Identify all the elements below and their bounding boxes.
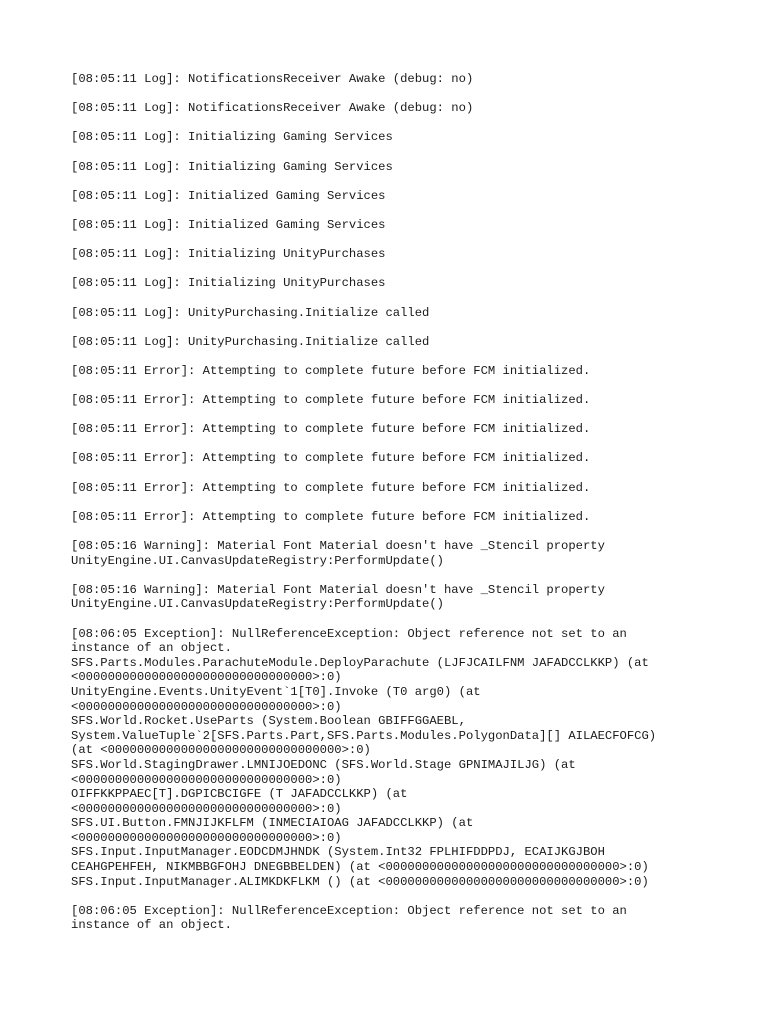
- log-entry: [08:05:11 Log]: Initialized Gaming Services: [71, 188, 386, 203]
- log-entry: [08:05:11 Log]: Initializing UnityPurchases: [71, 276, 386, 291]
- log-entry: [08:05:11 Log]: Initializing Gaming Services: [71, 159, 393, 174]
- log-entry-warning: [08:05:16 Warning]: Material Font Material doesn't have _Stencil property UnityEngine.UI.CanvasUpdateRegistry:PerformUpdate(): [71, 539, 605, 568]
- log-entry-error: [08:05:11 Error]: Attempting to complete future before FCM initialized.: [71, 451, 591, 466]
- log-entry: [08:05:11 Log]: Initializing Gaming Services: [71, 130, 393, 145]
- log-entry-exception: [08:06:05 Exception]: NullReferenceException: Object reference not set to an instance of an object.: [71, 903, 627, 933]
- log-entry: [08:05:11 Log]: Initialized Gaming Services: [71, 217, 386, 232]
- log-entry: [08:05:11 Log]: NotificationsReceiver Awake (debug: no): [71, 72, 474, 86]
- log-entry-error: [08:05:11 Error]: Attempting to complete future before FCM initialized.: [71, 393, 591, 408]
- log-entry-error: [08:05:11 Error]: Attempting to complete future before FCM initialized.: [71, 363, 591, 378]
- log-entry-error: [08:05:11 Error]: Attempting to complete future before FCM initialized.: [71, 509, 591, 524]
- log-entry: [08:05:11 Log]: Initializing UnityPurchases: [71, 247, 386, 262]
- log-entry-exception: [08:06:05 Exception]: NullReferenceException: Object reference not set to an instance of an object. SFS.Parts.Modules.ParachuteModule.DeployParachute (LJFJCAILFNM JAFADCCLKKP) (at <00000000000000000000000000000000>:0) UnityEngine.Events.UnityEvent`1[T0].Invoke (T0 arg0) (at <00000000000000000000000000000000>:0) SFS.World.Rocket.UseParts (System.Boolean GBIFFGGAEBL, System.ValueTuple`2[SFS.Parts.Part,SFS.Parts.Modules.PolygonData][] AILAECFOFCG) (at <00000000000000000000000000000000>:0) SFS.World.StagingDrawer.LMNIJOEDONC (SFS.World.Stage GPNIMAJILJG) (at <00000000000000000000000000000000>:0) OIFFKKPPAEC[T].DGPICBCIGFE (T JAFADCCLKKP) (at <00000000000000000000000000000000>:0) SFS.UI.Button.FMNJIJKFLFM (INMECIAIOAG JAFADCCLKKP) (at <00000000000000000000000000000000>:0) SFS.Input.InputManager.EODCDMJHNDK (System.Int32 FPLHIFDDPDJ, ECAIJKGJBOH CEAHGPEHFEH, NIKMBBGFOHJ DNEGBBELDEN) (at <00000000000000000000000000000000>:0) SFS.Input.InputManager.ALIMKDKFLKM () (at <00000000000000000000000000000000>:0): [71, 626, 657, 889]
- log-document: [71, 72, 751, 948]
- log-entry-error: [08:05:11 Error]: Attempting to complete future before FCM initialized.: [71, 480, 591, 495]
- log-entry-warning: [08:05:16 Warning]: Material Font Material doesn't have _Stencil property UnityEngine.UI.CanvasUpdateRegistry:PerformUpdate(): [71, 582, 605, 612]
- log-entry: [08:05:11 Log]: NotificationsReceiver Awake (debug: no): [71, 101, 474, 116]
- log-entry: [08:05:11 Log]: UnityPurchasing.Initialize called: [71, 305, 430, 320]
- log-entry: [08:05:11 Log]: UnityPurchasing.Initialize called: [71, 334, 430, 349]
- log-entry-error: [08:05:11 Error]: Attempting to complete future before FCM initialized.: [71, 422, 591, 437]
